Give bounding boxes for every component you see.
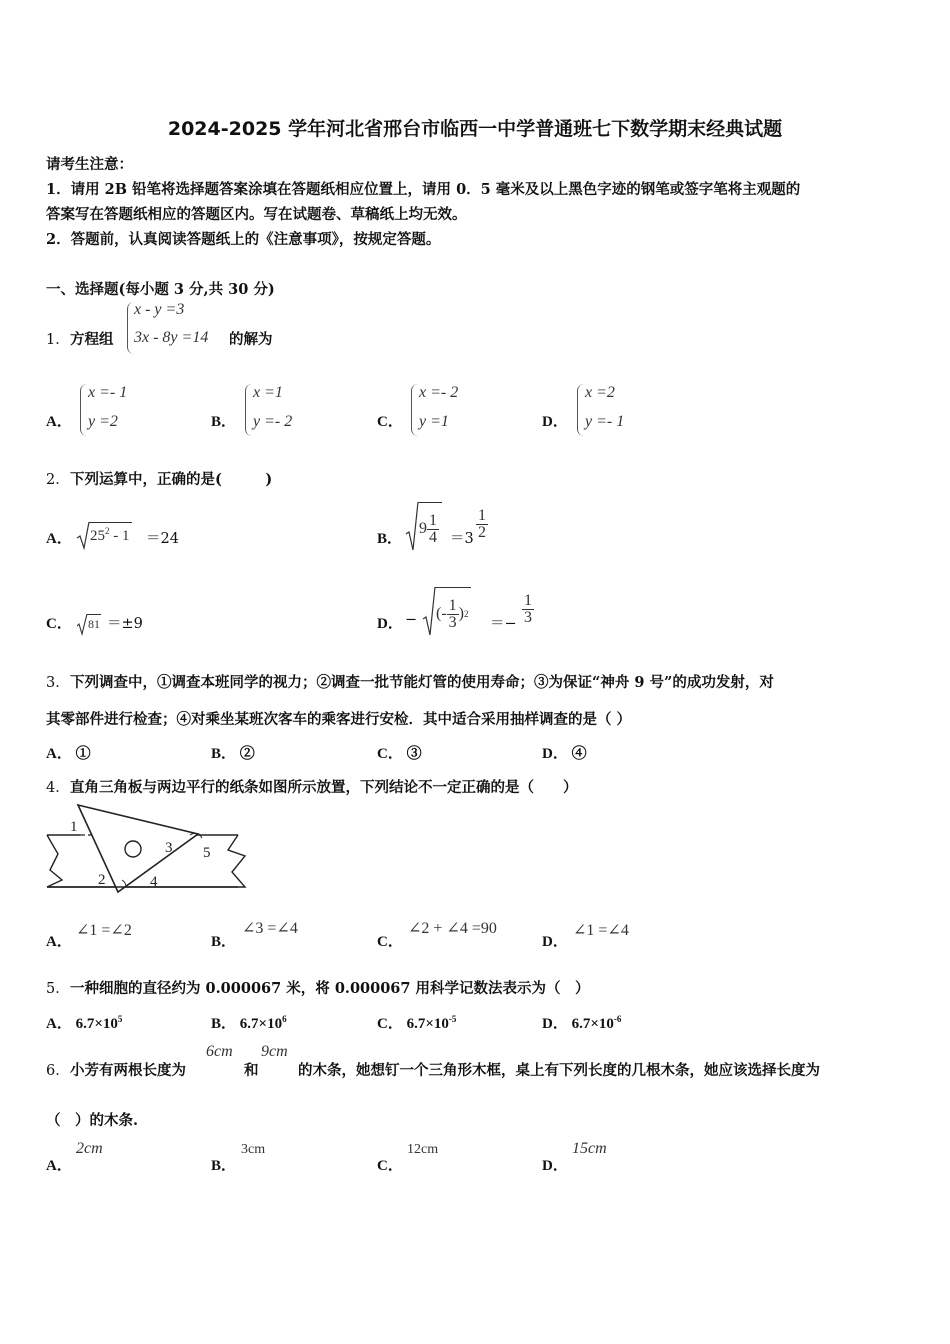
q1-option-b-brace	[245, 384, 252, 436]
q1-option-a-line2: y =2	[88, 413, 118, 430]
q2-option-c-label[interactable]: C．	[46, 616, 72, 632]
q5-option-d[interactable]: D． $6.7\times 10^{-6}$	[542, 1014, 622, 1032]
angle-label-5: 5	[203, 845, 211, 861]
q2-option-d-eq: ＝−	[490, 616, 517, 632]
q2-d-frac	[447, 598, 459, 631]
q4-option-a-label[interactable]: A．	[46, 934, 72, 950]
angle-label-4: 4	[150, 874, 158, 890]
q1-eq2: 3x - 8y =14	[134, 329, 209, 346]
q1-option-b-label[interactable]: B．	[211, 414, 237, 430]
q5-option-a[interactable]: A． $6.7\times 10^5$	[46, 1014, 123, 1032]
q1-option-b-line2: y =- 2	[253, 413, 293, 430]
q2-number: 2．	[46, 472, 70, 488]
q2-d-open: (-	[436, 605, 447, 622]
q2-a-rad: 25	[90, 528, 105, 544]
q2-d-close: )	[458, 605, 464, 622]
q6-option-c-label[interactable]: C．	[377, 1158, 403, 1174]
q1-option-a-brace	[80, 384, 87, 436]
angle-label-2: 2	[98, 872, 106, 888]
q1-option-d-label[interactable]: D．	[542, 414, 568, 430]
q1-option-c-brace	[411, 384, 418, 436]
q1-option-c-label[interactable]: C．	[377, 414, 403, 430]
q2-option-b-radicand	[418, 502, 442, 551]
q2-option-a-eq: ＝24	[146, 531, 179, 547]
notice-line-2: 2．答题前，认真阅读答题纸上的《注意事项》，按规定答题。	[46, 231, 441, 248]
q5-text: 一种细胞的直径约为 0.000067 米，将 0.000067 用科学记数法表示为（ ）	[70, 980, 590, 997]
notice-line-1: 1．请用 2B 铅笔将选择题答案涂填在答题纸相应位置上，请用 0．5 毫米及以上黑色字迹的钢笔或签字笔将主观题的	[46, 181, 801, 198]
q4-number: 4．	[46, 780, 70, 796]
q1-number: 1．	[46, 332, 70, 348]
q1-option-d-brace	[577, 384, 584, 436]
q2-d-num: 1	[448, 596, 457, 614]
q2-option-d-label[interactable]: D．	[377, 616, 403, 632]
q2-d-den: 3	[448, 613, 457, 631]
q6-text-2: 和	[244, 1062, 259, 1079]
q2-option-b-label[interactable]: B．	[377, 531, 403, 547]
q4-option-c-text: ∠2 + ∠4 =90	[408, 920, 497, 937]
q3-option-a[interactable]: A． ①	[46, 746, 91, 762]
q2-option-c-radicand: 81	[87, 614, 101, 632]
q6-option-b-text: 3cm	[241, 1142, 266, 1157]
q2-b-num2: 1	[478, 507, 486, 524]
q1-option-c-line2: y =1	[419, 413, 449, 430]
q2-b-num: 1	[429, 511, 437, 529]
q1-option-d-line1: x =2	[585, 384, 615, 401]
section-heading: 一、选择题(每小题 3 分,共 30 分)	[46, 281, 275, 298]
notice-line-1b: 答案写在答题纸相应的答题区内。写在试题卷、草稿纸上均无效。	[46, 206, 467, 223]
q3-option-c[interactable]: C． ③	[377, 746, 422, 762]
sqrt-symbol-d	[422, 585, 436, 637]
q2-option-b-eq: ＝3	[450, 531, 474, 547]
q3-line-1: 下列调查中，①调查本班同学的视力；②调查一批节能灯管的使用寿命；③为保证“神舟 9 号”的成功发射，对	[70, 674, 774, 691]
q6-number: 6．	[46, 1063, 70, 1079]
q2-b-den: 4	[429, 528, 437, 546]
q5-option-b[interactable]: B． $6.7\times 10^6$	[211, 1014, 287, 1032]
q2-option-a-label[interactable]: A．	[46, 531, 72, 547]
q5-option-c[interactable]: C． $6.7\times 10^{-5}$	[377, 1014, 457, 1032]
q3-number: 3．	[46, 675, 70, 691]
q4-option-b-text: ∠3 =∠4	[242, 920, 298, 937]
q2-a-exp: 2	[105, 526, 110, 536]
q6-option-d-text: 15cm	[572, 1140, 607, 1157]
q1-eq1: x - y =3	[134, 301, 185, 318]
q3-option-b[interactable]: B． ②	[211, 746, 255, 762]
q6-option-c-text: 12cm	[407, 1142, 439, 1157]
q6-line-2: （ ）的木条.	[46, 1112, 139, 1129]
q2-d-den2: 3	[524, 609, 532, 626]
q2-b-frac	[427, 513, 439, 546]
q6-option-a-text: 2cm	[76, 1140, 103, 1157]
strip-right-end	[228, 835, 245, 887]
angle-label-3: 3	[165, 840, 173, 856]
q2-option-a-radicand	[89, 522, 132, 545]
q2-option-d-minus: −	[405, 612, 418, 628]
q4-figure	[40, 800, 250, 895]
q4-text: 直角三角板与两边平行的纸条如图所示放置，下列结论不一定正确的是（ ）	[70, 779, 578, 796]
q2-option-d-radicand	[435, 587, 471, 636]
q6-value-2: 9cm	[261, 1043, 288, 1060]
q2-text: 下列运算中，正确的是( )	[70, 471, 273, 488]
q6-value-1: 6cm	[206, 1043, 233, 1060]
q6-text-1: 小芳有两根长度为	[70, 1062, 186, 1079]
q4-option-a-text: ∠1 =∠2	[76, 922, 132, 939]
page-title: 2024-2025 学年河北省邢台市临西一中学普通班七下数学期末经典试题	[167, 118, 783, 140]
q2-option-d-frac2	[522, 593, 534, 626]
q2-a-rest: - 1	[109, 528, 130, 544]
notice-heading: 请考生注意：	[46, 156, 133, 173]
q1-brace	[127, 302, 134, 354]
q1-option-a-line1: x =- 1	[88, 384, 128, 401]
q2-option-b-frac2	[476, 508, 488, 541]
q1-text-after: 的解为	[229, 331, 273, 348]
q6-text-3: 的木条，她想钉一个三角形木框，桌上有下列长度的几根木条，她应该选择长度为	[298, 1062, 820, 1079]
q3-option-d[interactable]: D． ④	[542, 746, 587, 762]
q1-option-b-line1: x =1	[253, 384, 283, 401]
q1-option-d-line2: y =- 1	[585, 413, 625, 430]
q4-option-d-text: ∠1 =∠4	[573, 922, 629, 939]
q2-d-exp: 2	[463, 609, 469, 619]
q4-option-d-label[interactable]: D．	[542, 934, 568, 950]
q2-option-c-eq: ＝±9	[107, 616, 143, 632]
angle-label-1: 1	[70, 819, 78, 835]
strip-left-end	[47, 835, 62, 887]
q5-number: 5．	[46, 981, 70, 997]
q1-option-a-label[interactable]: A．	[46, 414, 72, 430]
q4-option-c-label[interactable]: C．	[377, 934, 403, 950]
q6-option-b-label[interactable]: B．	[211, 1158, 237, 1174]
q4-option-b-label[interactable]: B．	[211, 934, 237, 950]
q3-line-2: 其零部件进行检查；④对乘坐某班次客车的乘客进行安检．其中适合采用抽样调查的是（ ）	[46, 711, 632, 728]
q6-option-d-label[interactable]: D．	[542, 1158, 568, 1174]
q2-b-den2: 2	[478, 524, 486, 541]
q1-text-before: 方程组	[70, 331, 114, 348]
q1-option-c-line1: x =- 2	[419, 384, 459, 401]
sqrt-symbol-b	[405, 500, 419, 552]
triangle-ruler	[78, 805, 198, 892]
q2-b-int: 9	[419, 520, 427, 537]
sqrt-symbol-a	[76, 520, 90, 552]
q2-d-num2: 1	[524, 592, 532, 609]
q6-option-a-label[interactable]: A．	[46, 1158, 72, 1174]
